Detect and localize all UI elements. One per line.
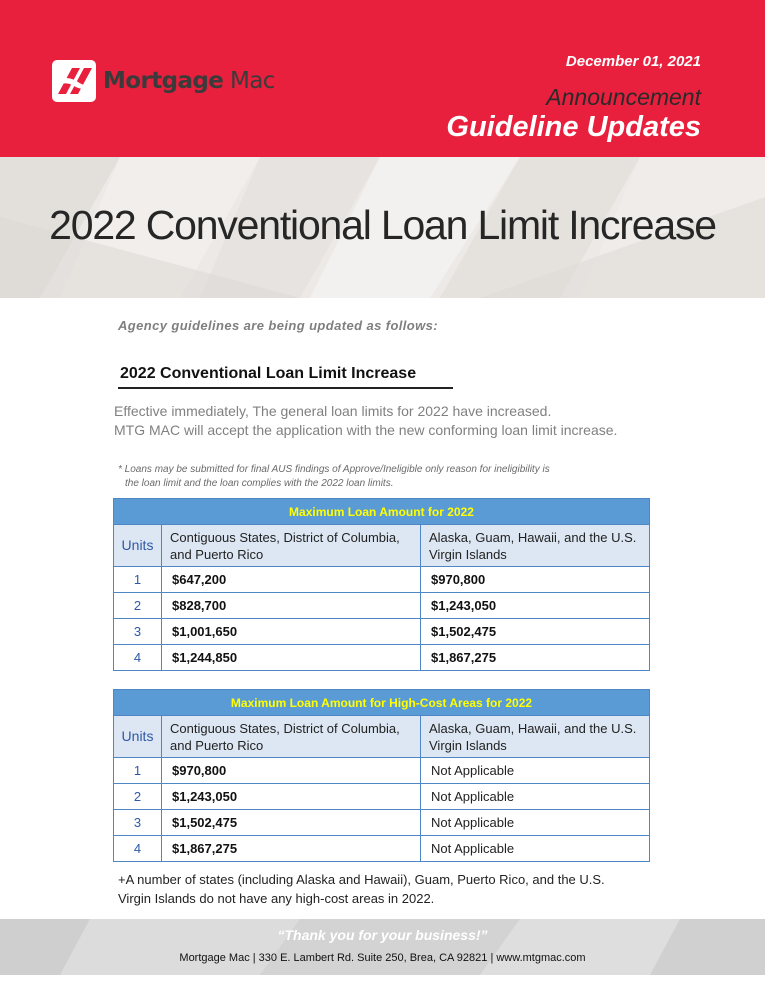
column-header-units: Units [114,525,162,567]
column-header-contiguous: Contiguous States, District of Columbia, and Puerto Rico [162,716,421,758]
table-row [114,784,650,810]
amount-cell: $1,867,275 [162,836,421,862]
not-applicable-cell: Not Applicable [421,784,650,810]
footer [0,919,765,975]
amount-cell: $1,502,475 [421,619,650,645]
amount-cell: $647,200 [162,567,421,593]
units-cell: 2 [114,593,162,619]
table-row [114,758,650,784]
brand-name: Mortgage Mac [103,68,275,94]
table-row [114,645,650,671]
aus-note-line-1: * Loans may be submitted for final AUS findings of Approve/Ineligible only reason for ineligibility is [118,464,550,475]
units-cell: 3 [114,810,162,836]
guideline-updates-title: Guideline Updates [446,111,701,143]
logo-icon [52,60,96,102]
column-header-contiguous: Contiguous States, District of Columbia, and Puerto Rico [162,525,421,567]
table-row [114,810,650,836]
column-header-alaska: Alaska, Guam, Hawaii, and the U.S. Virgin Islands [421,525,650,567]
table-row [114,567,650,593]
not-applicable-cell: Not Applicable [421,836,650,862]
column-header-alaska: Alaska, Guam, Hawaii, and the U.S. Virgin Islands [421,716,650,758]
column-header-units: Units [114,716,162,758]
table-header-row [114,525,650,567]
announcement-label: Announcement [546,84,701,110]
header-band [0,0,765,157]
table-row [114,836,650,862]
units-cell: 1 [114,567,162,593]
amount-cell: $970,800 [162,758,421,784]
table-row [114,593,650,619]
units-cell: 1 [114,758,162,784]
units-cell: 2 [114,784,162,810]
units-cell: 3 [114,619,162,645]
table-header-row [114,716,650,758]
amount-cell: $970,800 [421,567,650,593]
aus-note-line-2: the loan limit and the loan complies with the 2022 loan limits. [125,478,394,489]
loan-limit-table [113,498,650,671]
effective-paragraph [114,402,617,440]
aus-note [118,463,550,491]
not-applicable-cell: Not Applicable [421,758,650,784]
units-cell: 4 [114,645,162,671]
section-title: 2022 Conventional Loan Limit Increase [118,365,453,389]
amount-cell: $1,001,650 [162,619,421,645]
intro-text: Agency guidelines are being updated as follows: [118,318,439,333]
title-banner [0,157,765,298]
table-row [114,619,650,645]
high-cost-loan-limit-table [113,689,650,862]
footer-address: Mortgage Mac | 330 E. Lambert Rd. Suite 250, Brea, CA 92821 | www.mtgmac.com [179,952,586,964]
logo [52,60,275,102]
effective-line-2: MTG MAC will accept the application with the new conforming loan limit increase. [114,422,618,438]
effective-line-1: Effective immediately, The general loan limits for 2022 have increased. [114,403,552,419]
units-cell: 4 [114,836,162,862]
banner-title: 2022 Conventional Loan Limit Increase [49,202,716,248]
not-applicable-cell: Not Applicable [421,810,650,836]
footnote-line-2: Virgin Islands do not have any high-cost areas in 2022. [118,891,435,906]
announcement-date: December 01, 2021 [565,53,701,70]
footnote-line-1: +A number of states (including Alaska and Hawaii), Guam, Puerto Rico, and the U.S. [118,872,605,887]
high-cost-footnote [118,870,605,908]
amount-cell: $1,502,475 [162,810,421,836]
thank-you-text: “Thank you for your business!” [277,927,488,943]
amount-cell: $1,244,850 [162,645,421,671]
table-caption: Maximum Loan Amount for 2022 [114,499,650,525]
amount-cell: $828,700 [162,593,421,619]
amount-cell: $1,867,275 [421,645,650,671]
table-caption: Maximum Loan Amount for High-Cost Areas for 2022 [114,690,650,716]
amount-cell: $1,243,050 [162,784,421,810]
amount-cell: $1,243,050 [421,593,650,619]
